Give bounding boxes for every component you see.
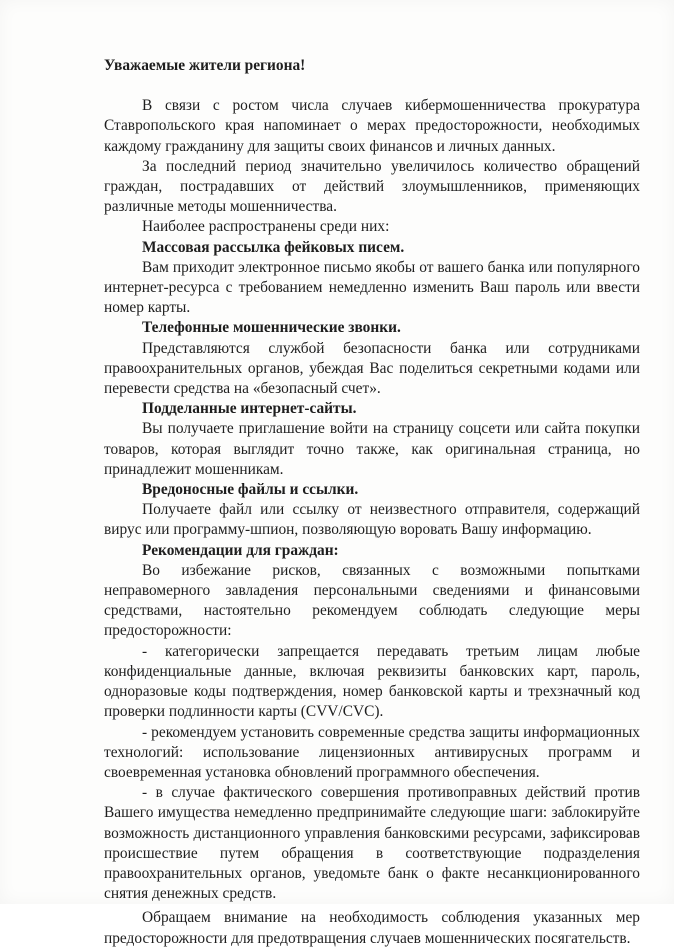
recommendations-intro: Во избежание рисков, связанных с возможными попытками неправомерного завладения персональными сведениями и финансовыми средствами, настоятельно рекомендуем соблюдать следующие меры предосторожности: <box>104 561 640 640</box>
section-heading-phone-calls: Телефонные мошеннические звонки. <box>142 319 401 337</box>
recommendation-item-security-software: - рекомендуем установить современные средства защиты информационных технологий: использование лицензионных антивирусных программ и своевременная установка обновлений программного обеспечения. <box>104 723 640 781</box>
section-heading-fake-sites: Подделанные интернет-сайты. <box>142 400 357 418</box>
recommendation-item-incident-actions: - в случае фактического совершения противоправных действий против Вашего имущества немедленно предпринимайте следующие шаги: заблокируйте возможность дистанционного управления банковскими ресурсами, зафиксировав происшествие путем обращения в соответствующие подразделения правоохранительных органов, уведомьте банк о факте несанкционированного снятия денежных средств. <box>104 784 640 903</box>
section-text-malicious-files: Получаете файл или ссылку от неизвестного отправителя, содержащий вирус или программу-шпион, позволяющую воровать Вашу информацию. <box>104 501 640 539</box>
intro-paragraph: В связи с ростом числа случаев кибермошенничества прокуратура Ставропольского края напоминает о мерах предосторожности, необходимых каждому гражданину для защиты своих финансов и личных данных. <box>104 97 640 155</box>
section-text-fake-sites: Вы получаете приглашение войти на страницу соцсети или сайта покупки товаров, которая выглядит точно также, как оригинальная страница, но принадлежит мошенникам. <box>104 420 640 478</box>
letter-greeting: Уважаемые жители региона! <box>104 57 306 74</box>
section-heading-malicious-files: Вредоносные файлы и ссылки. <box>142 481 359 499</box>
section-text-phone-calls: Представляются службой безопасности банка или сотрудниками правоохранительных органов, убеждая Вас поделиться секретными кодами или перевести средства на «безопасный счет». <box>104 339 640 398</box>
recommendations-heading: Рекомендации для граждан: <box>142 541 339 559</box>
closing-paragraph: Обращаем внимание на необходимость соблюдения указанных мер предосторожности для предотвращения случаев мошеннических посягательств. <box>104 909 640 947</box>
section-text-fake-emails: Вам приходит электронное письмо якобы от вашего банка или популярного интернет-ресурса с требованием немедленно изменить Ваш пароль или ввести номер карты. <box>104 258 640 317</box>
common-methods-lead: Наиболее распространены среди них: <box>142 218 390 236</box>
letter-body <box>104 56 640 949</box>
statistics-paragraph: За последний период значительно увеличилось количество обращений граждан, пострадавших от действий злоумышленников, применяющих различные методы мошенничества. <box>104 157 640 216</box>
recommendation-item-no-sharing: - категорически запрещается передавать третьим лицам любые конфиденциальные данные, включая реквизиты банковских карт, пароль, одноразовые коды подтверждения, номер банковской карты и трехзначный код проверки подлинности карты (CVV/CVC). <box>104 642 640 721</box>
section-heading-fake-emails: Массовая рассылка фейковых писем. <box>142 238 405 256</box>
